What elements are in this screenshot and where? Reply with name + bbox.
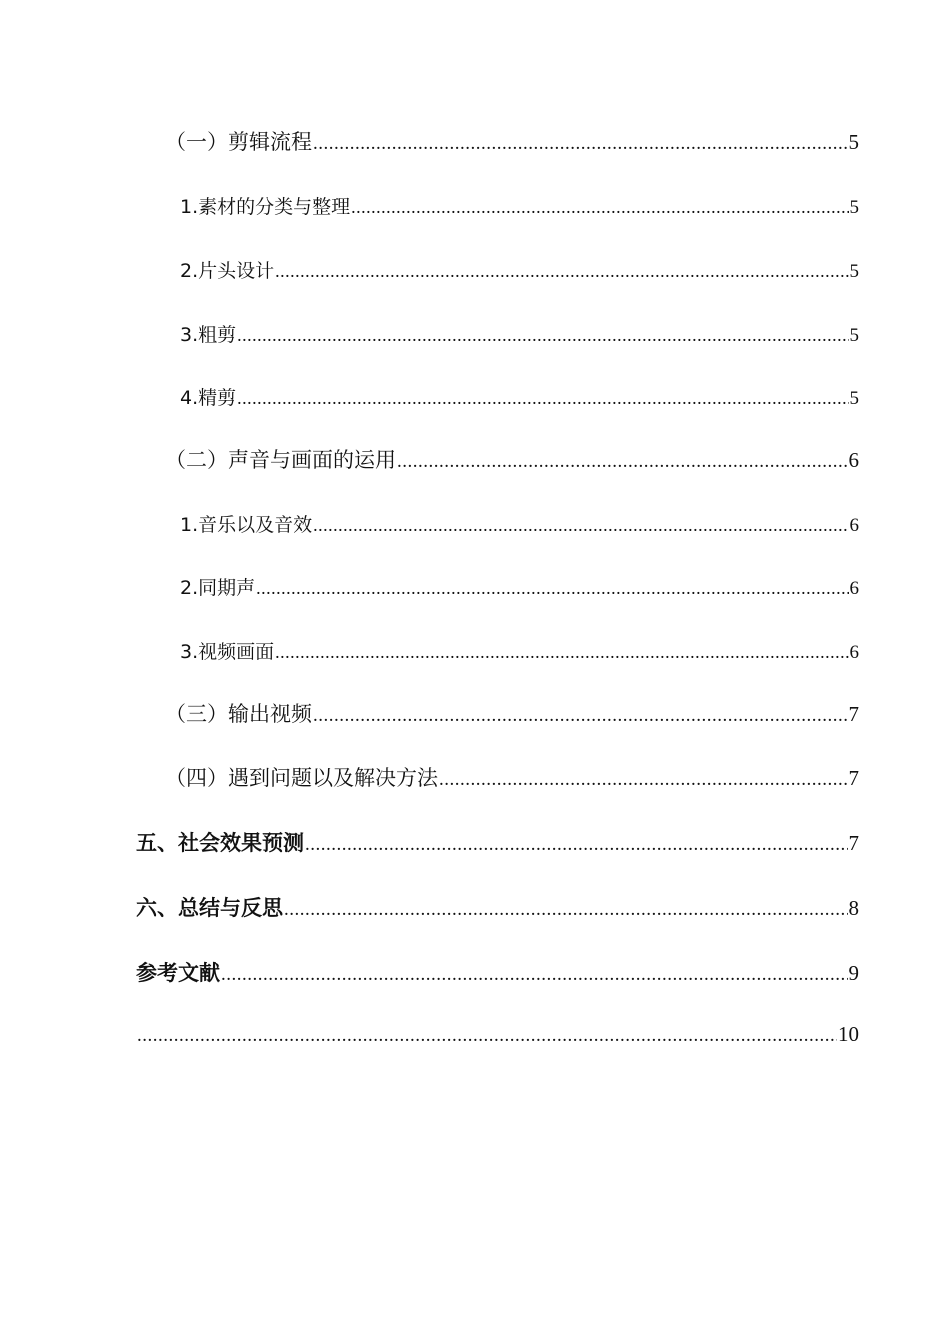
toc-entry-music-and-effects[interactable]: [180, 510, 859, 537]
toc-page-number: 5: [848, 130, 859, 154]
toc-entry-title: 3.视频画面: [180, 641, 275, 663]
toc-page-number: 10: [838, 1022, 859, 1046]
toc-dot-leader: [313, 133, 848, 155]
toc-entry-video-picture[interactable]: [180, 637, 859, 664]
toc-dot-leader: [221, 964, 848, 986]
toc-dot-leader: [397, 451, 848, 473]
toc-dot-leader: [275, 261, 848, 282]
toc-entry-title: 六、总结与反思: [136, 896, 283, 920]
toc-entry-fine-cut[interactable]: [180, 383, 859, 410]
toc-entry-problems-and-solutions[interactable]: [165, 762, 859, 792]
toc-entry-rough-cut[interactable]: [180, 320, 859, 347]
toc-dot-leader: [439, 769, 848, 791]
toc-entry-material-sorting[interactable]: [180, 192, 859, 219]
toc-entry-title: （三）输出视频: [165, 702, 312, 726]
toc-entry-editing-process[interactable]: [165, 126, 859, 156]
toc-page-number: 7: [848, 831, 859, 855]
toc-entry-export-video[interactable]: [165, 698, 859, 728]
toc-dot-leader: [237, 388, 848, 409]
toc-page-number: 6: [849, 578, 859, 599]
toc-page-number: 7: [848, 702, 859, 726]
toc-dot-leader: [313, 705, 848, 727]
toc-dot-leader: [137, 1025, 837, 1047]
toc-entry-social-effect[interactable]: [136, 827, 859, 857]
toc-entry-references[interactable]: [136, 957, 859, 987]
toc-page-number: 8: [848, 896, 859, 920]
toc-page-number: 5: [849, 261, 859, 282]
toc-page-number: 6: [849, 515, 859, 536]
toc-entry-title: 3.粗剪: [180, 324, 237, 346]
toc-entry-title: （一）剪辑流程: [165, 130, 312, 154]
toc-entry-title: 1.素材的分类与整理: [180, 196, 351, 218]
toc-entry-title: 4.精剪: [180, 387, 237, 409]
toc-entry-sync-sound[interactable]: [180, 573, 859, 600]
toc-dot-leader: [275, 642, 848, 663]
toc-entry-title: （二）声音与画面的运用: [165, 448, 396, 472]
toc-page-number: 5: [849, 325, 859, 346]
toc-dot-leader: [305, 834, 848, 856]
toc-entry-title: 参考文献: [136, 961, 220, 985]
toc-dot-leader: [237, 325, 848, 346]
toc-page-number: 7: [848, 766, 859, 790]
toc-dot-leader: [313, 515, 848, 536]
toc-page-number: 6: [849, 642, 859, 663]
toc-entry-sound-and-picture[interactable]: [165, 444, 859, 474]
toc-page-number: 5: [849, 197, 859, 218]
toc-page-number: 6: [848, 448, 859, 472]
toc-entry-title: 2.同期声: [180, 577, 256, 599]
toc-entry-title: （四）遇到问题以及解决方法: [165, 766, 438, 790]
toc-entry-title: 2.片头设计: [180, 260, 275, 282]
toc-page-number: 9: [848, 961, 859, 985]
toc-dot-leader: [256, 578, 848, 599]
toc-entry-title: 五、社会效果预测: [136, 831, 304, 855]
toc-entry-title-design[interactable]: [180, 256, 859, 283]
toc-entry-untitled[interactable]: [136, 1022, 859, 1047]
toc-dot-leader: [284, 899, 848, 921]
toc-entry-summary-reflection[interactable]: [136, 892, 859, 922]
toc-page-number: 5: [849, 388, 859, 409]
toc-dot-leader: [351, 197, 848, 218]
toc-entry-title: 1.音乐以及音效: [180, 514, 313, 536]
